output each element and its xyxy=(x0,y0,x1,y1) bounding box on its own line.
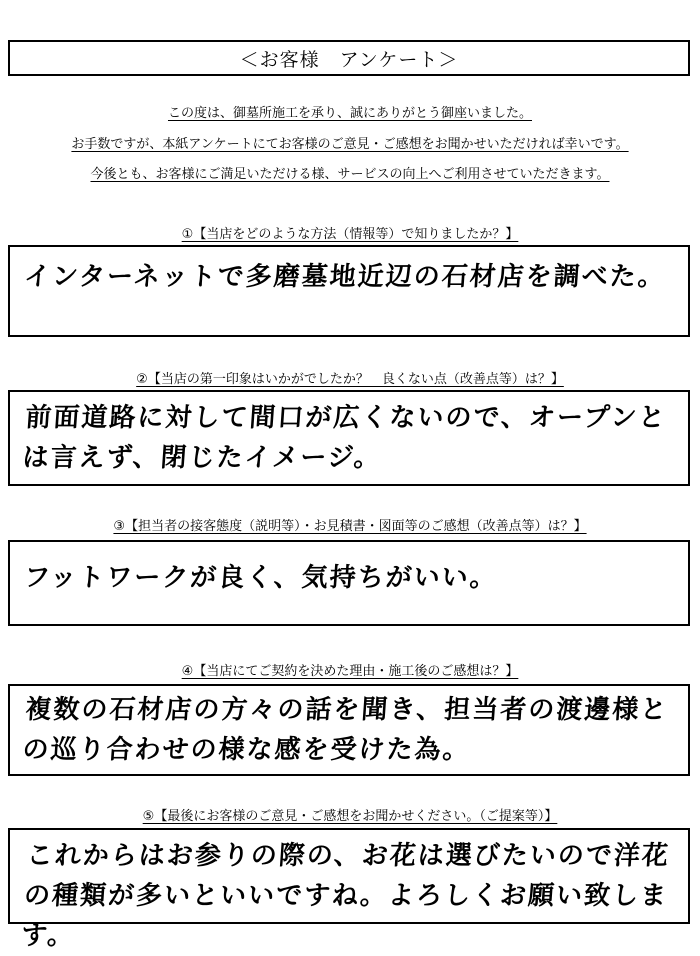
question-1: ①【当店をどのような方法（情報等）で知りましたか？】 xyxy=(181,227,519,242)
intro-line-1: この度は、御墓所施工を承り、誠にありがとう御座いました。 xyxy=(167,106,532,121)
intro-line-3: 今後とも、お客様にご満足いただける様、サービスの向上へご利用させていただきます。 xyxy=(90,167,610,182)
answer-2: 前面道路に対して間口が広くないので、オープンとは言えず、閉じたイメージ。 xyxy=(21,403,668,473)
survey-title-text: ＜お客様 アンケート＞ xyxy=(239,48,459,71)
answer-box-3 xyxy=(8,540,690,626)
answer-4: 複数の石材店の方々の話を聞き、担当者の渡邊様との巡り合わせの様な感を受けた為。 xyxy=(21,695,670,765)
answer-box-1 xyxy=(8,245,690,337)
question-2: ②【当店の第一印象はいかがでしたか？ 良くない点（改善点等）は？】 xyxy=(136,372,564,387)
question-5: ⑤【最後にお客様のご意見・ご感想をお聞かせください。（ご提案等）】 xyxy=(142,809,558,824)
answer-box-2 xyxy=(8,390,690,486)
survey-title xyxy=(8,40,690,76)
answer-box-4 xyxy=(8,684,690,776)
intro-line-2: お手数ですが、本紙アンケートにてお客様のご意見・ご感想をお聞かせいただければ幸いです。 xyxy=(71,137,629,152)
answer-1: インターネットで多磨墓地近辺の石材店を調べた。 xyxy=(22,262,667,292)
answer-3: フットワークが良く、気持ちがいい。 xyxy=(22,563,499,593)
question-3: ③【担当者の接客態度（説明等）・お見積書・図面等のご感想（改善点等）は？】 xyxy=(113,519,587,534)
question-4: ④【当店にてご契約を決めた理由・施工後のご感想は？】 xyxy=(181,664,519,679)
answer-box-5 xyxy=(8,828,690,951)
answer-5: これからはお参りの際の、お花は選びたいので洋花の種類が多いといいですね。よろしくお願い致します。 xyxy=(20,841,671,951)
